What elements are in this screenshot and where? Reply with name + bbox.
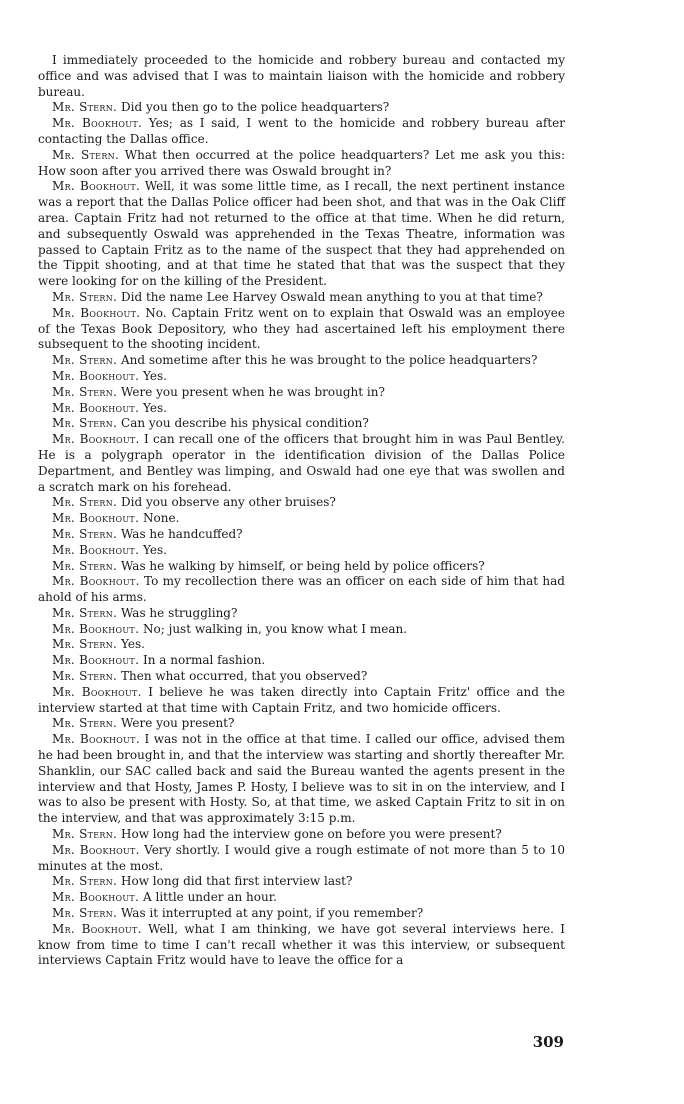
testimony-paragraph [38, 385, 565, 401]
paragraph-text: Was he struggling? [121, 605, 238, 620]
paragraph-text: Did you observe any other bruises? [121, 495, 336, 510]
testimony-paragraph [38, 622, 565, 638]
page-number: 309 [532, 1033, 564, 1051]
speaker-label: Mr. Stern. [52, 100, 118, 115]
speaker-label: Mr. Stern. [52, 637, 118, 652]
speaker-label: Mr. Bookhout. [52, 842, 140, 857]
paragraph-text: Was it interrupted at any point, if you remember? [121, 906, 424, 921]
speaker-label: Mr. Stern. [52, 827, 118, 842]
testimony-paragraph [38, 306, 565, 353]
speaker-label: Mr. Stern. [52, 416, 118, 431]
speaker-label: Mr. Bookhout. [52, 368, 140, 383]
testimony-paragraph [38, 290, 565, 306]
testimony-paragraph [38, 716, 565, 732]
testimony-paragraph [38, 416, 565, 432]
speaker-label: Mr. Stern. [52, 353, 118, 368]
speaker-label: Mr. Stern. [52, 669, 118, 684]
testimony-paragraph [38, 922, 565, 969]
paragraph-text: Did you then go to the police headquarters? [121, 100, 390, 115]
paragraph-text: Yes. [121, 637, 145, 652]
speaker-label: Mr. Stern. [52, 558, 118, 573]
paragraph-text: Well, what I am thinking, we have got several interviews here. I know from time to time I can't recall whether it was this interview, or subsequent interviews Captain Fritz would have to leave the office for a [38, 921, 565, 968]
paragraph-text: I can recall one of the officers that brought him in was Paul Bentley. He is a polygraph operator in the identification division of the Dallas Police Department, and Bentley was limping, and Oswald had one eye that was swollen and a scratch mark on his forehead. [38, 432, 565, 494]
speaker-label: Mr. Bookhout. [52, 432, 140, 447]
testimony-paragraph [38, 559, 565, 575]
transcript-page [38, 53, 565, 969]
paragraph-text: And sometime after this he was brought to the police headquarters? [121, 353, 538, 368]
paragraph-text: Well, it was some little time, as I recall, the next pertinent instance was a report that the Dallas Police officer had been shot, and that was in the Oak Cliff area. Captain Fritz had not returned to the office at that time. When he did return, and subsequently Oswald was apprehended in the Texas Theatre, information was passed to Captain Fritz as to the name of the suspect that they had apprehended on the Tippit shooting, and at that time he stated that that was the suspect that they were looking for on the killing of the President. [38, 179, 565, 289]
testimony-paragraph [38, 606, 565, 622]
paragraph-text: Yes. [143, 542, 167, 557]
paragraph-text: Were you present? [121, 716, 235, 731]
speaker-label: Mr. Stern. [52, 874, 118, 889]
paragraph-text: No. Captain Fritz went on to explain that Oswald was an employee of the Texas Book Depository, who they had ascertained left his employment there subsequent to the shooting incident. [38, 305, 565, 352]
paragraph-text: Was he handcuffed? [121, 526, 243, 541]
speaker-label: Mr. Bookhout. [52, 116, 143, 131]
testimony-paragraph [38, 874, 565, 890]
testimony-paragraph [38, 511, 565, 527]
speaker-label: Mr. Bookhout. [52, 684, 142, 699]
speaker-label: Mr. Bookhout. [52, 732, 140, 747]
paragraph-text: In a normal fashion. [143, 653, 266, 668]
speaker-label: Mr. Stern. [52, 716, 118, 731]
speaker-label: Mr. Stern. [52, 526, 118, 541]
testimony-paragraph [38, 574, 565, 606]
testimony-paragraph [38, 100, 565, 116]
speaker-label: Mr. Stern. [52, 495, 118, 510]
speaker-label: Mr. Stern. [52, 906, 118, 921]
testimony-paragraph [38, 843, 565, 875]
speaker-label: Mr. Bookhout. [52, 400, 140, 415]
testimony-paragraph [38, 685, 565, 717]
speaker-label: Mr. Stern. [52, 289, 118, 304]
paragraph-text: A little under an hour. [143, 890, 277, 905]
speaker-label: Mr. Bookhout. [52, 542, 140, 557]
paragraph-text: None. [143, 511, 180, 526]
paragraph-text: Yes. [143, 400, 167, 415]
paragraph-text: Was he walking by himself, or being held by police officers? [121, 558, 485, 573]
testimony-paragraph [38, 353, 565, 369]
paragraph-text: Yes; as I said, I went to the homicide and robbery bureau after contacting the Dallas office. [38, 116, 565, 146]
speaker-label: Mr. Stern. [52, 605, 118, 620]
paragraph-text: I believe he was taken directly into Captain Fritz' office and the interview started at that time with Captain Fritz, and two homicide officers. [38, 684, 565, 715]
testimony-paragraph [38, 148, 565, 180]
testimony-paragraph [38, 116, 565, 148]
testimony-paragraph [38, 906, 565, 922]
testimony-paragraph [38, 369, 565, 385]
paragraph-text: How long did that first interview last? [121, 874, 353, 889]
testimony-paragraph [38, 179, 565, 290]
paragraph-text: Yes. [143, 368, 167, 383]
paragraph-text: To my recollection there was an officer on each side of him that had ahold of his arms. [38, 574, 565, 605]
paragraph-text: I was not in the office at that time. I called our office, advised them he had been brought in, and that the interview was starting and shortly thereafter Mr. Shanklin, our SAC called back and said the Bureau wanted the agents present in the interview and that Hosty, James P. Hosty, I believe was to sit in on the interview, and I was to also be present with Hosty. So, at that time, we asked Captain Fritz to sit in on the interview, and that was approximately 3:15 p.m. [38, 732, 565, 826]
speaker-label: Mr. Stern. [52, 147, 120, 162]
paragraph-text: No; just walking in, you know what I mean. [143, 621, 408, 636]
speaker-label: Mr. Bookhout. [52, 653, 140, 668]
testimony-paragraph [38, 653, 565, 669]
paragraph-text: How long had the interview gone on before you were present? [121, 827, 502, 842]
paragraph-text: Were you present when he was brought in? [121, 384, 385, 399]
paragraph-text: Did the name Lee Harvey Oswald mean anything to you at that time? [121, 289, 543, 304]
speaker-label: Mr. Bookhout. [52, 305, 141, 320]
paragraph-text: Can you describe his physical condition? [121, 416, 369, 431]
testimony-paragraph [38, 401, 565, 417]
speaker-label: Mr. Stern. [52, 384, 118, 399]
narrative-paragraph [38, 53, 565, 100]
speaker-label: Mr. Bookhout. [52, 621, 140, 636]
testimony-paragraph [38, 543, 565, 559]
speaker-label: Mr. Bookhout. [52, 179, 141, 194]
paragraph-text: Very shortly. I would give a rough estimate of not more than 5 to 10 minutes at the most. [38, 842, 565, 873]
paragraph-text: What then occurred at the police headquarters? Let me ask you this: How soon after you arrived there was Oswald brought in? [38, 147, 565, 178]
speaker-label: Mr. Bookhout. [52, 574, 140, 589]
speaker-label: Mr. Bookhout. [52, 921, 142, 936]
speaker-label: Mr. Bookhout. [52, 511, 140, 526]
testimony-paragraph [38, 732, 565, 827]
testimony-paragraph [38, 669, 565, 685]
paragraph-text: Then what occurred, that you observed? [121, 669, 368, 684]
testimony-paragraph [38, 637, 565, 653]
testimony-paragraph [38, 432, 565, 495]
testimony-paragraph [38, 527, 565, 543]
testimony-paragraph [38, 495, 565, 511]
testimony-paragraph [38, 890, 565, 906]
paragraph-text: I immediately proceeded to the homicide and robbery bureau and contacted my office and was advised that I was to maintain liaison with the homicide and robbery bureau. [38, 53, 565, 99]
testimony-paragraph [38, 827, 565, 843]
speaker-label: Mr. Bookhout. [52, 890, 140, 905]
